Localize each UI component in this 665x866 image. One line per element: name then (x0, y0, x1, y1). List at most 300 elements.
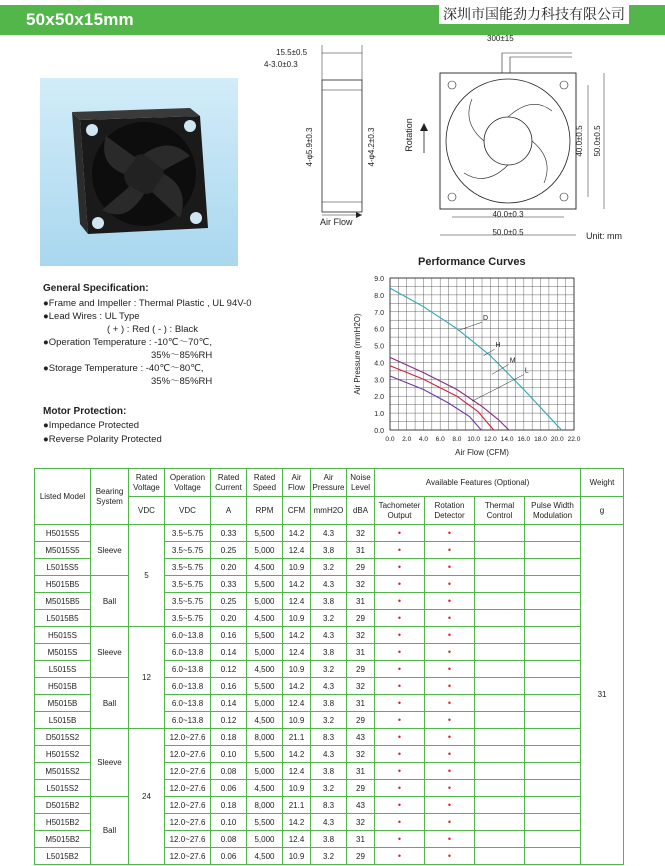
dim-frame-height: 50.0±0.5 (593, 125, 602, 157)
unit-label: Unit: mm (586, 231, 622, 241)
cell-current: 0.20 (211, 559, 247, 576)
th-operation-voltage: Operation Voltage (165, 469, 211, 497)
cell-pwm (525, 576, 581, 593)
cell-flow: 12.4 (283, 593, 311, 610)
cell-thermal-control (475, 593, 525, 610)
cell-thermal-control (475, 695, 525, 712)
cell-operation-voltage: 3.5~5.75 (165, 542, 211, 559)
series-line-D (390, 288, 562, 430)
cell-noise: 32 (347, 627, 375, 644)
cell-noise: 31 (347, 644, 375, 661)
cell-current: 0.08 (211, 763, 247, 780)
th-weight: Weight (581, 469, 624, 497)
cell-noise: 43 (347, 797, 375, 814)
spec-op-temp: ●Operation Temperature : -10℃～70℃, (43, 337, 212, 348)
cell-pwm (525, 780, 581, 797)
cell-rotation-detector: • (425, 763, 475, 780)
cell-operation-voltage: 6.0~13.8 (165, 712, 211, 729)
cell-speed: 5,000 (247, 644, 283, 661)
cell-operation-voltage: 6.0~13.8 (165, 627, 211, 644)
spec-lead: ●Lead Wires : UL Type (43, 311, 140, 322)
cell-tachometer: • (375, 593, 425, 610)
cell-current: 0.18 (211, 797, 247, 814)
cell-pressure: 4.3 (311, 814, 347, 831)
cell-current: 0.08 (211, 831, 247, 848)
cell-flow: 14.2 (283, 814, 311, 831)
cell-operation-voltage: 12.0~27.6 (165, 814, 211, 831)
cell-flow: 12.4 (283, 644, 311, 661)
cell-thermal-control (475, 525, 525, 542)
cell-model: D5015S2 (35, 729, 91, 746)
cell-noise: 32 (347, 746, 375, 763)
cell-rotation-detector: • (425, 627, 475, 644)
cell-speed: 5,000 (247, 763, 283, 780)
cell-tachometer: • (375, 695, 425, 712)
dim-hole-depth: 4-3.0±0.3 (264, 60, 298, 69)
cell-pwm (525, 746, 581, 763)
cell-rated-voltage: 12 (129, 627, 165, 729)
x-tick-label: 4.0 (418, 436, 429, 443)
cell-speed: 5,500 (247, 746, 283, 763)
cell-speed: 5,000 (247, 695, 283, 712)
cell-noise: 31 (347, 831, 375, 848)
cell-pressure: 3.8 (311, 644, 347, 661)
table-row (35, 525, 624, 542)
cell-model: L5015B2 (35, 848, 91, 865)
cell-rotation-detector: • (425, 525, 475, 542)
cell-tachometer: • (375, 559, 425, 576)
spec-st-temp-text: Storage Temperature : -40℃～80℃, (48, 363, 204, 374)
cell-thermal-control (475, 678, 525, 695)
table-row (35, 678, 624, 695)
cell-operation-voltage: 12.0~27.6 (165, 797, 211, 814)
cell-rotation-detector: • (425, 831, 475, 848)
cell-bearing: Ball (91, 678, 129, 729)
cell-model: M5015S2 (35, 763, 91, 780)
cell-flow: 10.9 (283, 780, 311, 797)
spec-title: General Specification: (43, 283, 149, 294)
cell-pwm (525, 695, 581, 712)
table-row (35, 729, 624, 746)
fan-image (40, 78, 238, 266)
table-row (35, 627, 624, 644)
cell-pwm (525, 661, 581, 678)
dim-depth: 15.5±0.5 (276, 48, 308, 57)
cell-pwm (525, 525, 581, 542)
cell-pressure: 3.8 (311, 831, 347, 848)
spec-op-rh: 35%～85%RH (151, 350, 213, 361)
cell-current: 0.12 (211, 712, 247, 729)
series-line-H (390, 357, 509, 430)
dimension-drawing (252, 25, 665, 250)
cell-thermal-control (475, 559, 525, 576)
cell-model: L5015B5 (35, 610, 91, 627)
cell-flow: 14.2 (283, 576, 311, 593)
cell-speed: 5,500 (247, 678, 283, 695)
x-tick-label: 2.0 (402, 436, 412, 443)
cell-speed: 4,500 (247, 610, 283, 627)
cell-current: 0.14 (211, 644, 247, 661)
y-tick-label: 5.0 (374, 343, 384, 351)
motor-protection (43, 405, 303, 447)
cell-operation-voltage: 12.0~27.6 (165, 763, 211, 780)
cell-bearing: Sleeve (91, 525, 129, 576)
cell-tachometer: • (375, 763, 425, 780)
cell-pressure: 3.2 (311, 780, 347, 797)
cell-noise: 29 (347, 559, 375, 576)
performance-title: Performance Curves (418, 256, 526, 268)
y-tick-label: 1.0 (374, 411, 384, 419)
cell-flow: 10.9 (283, 712, 311, 729)
cell-thermal-control (475, 831, 525, 848)
cell-model: H5015S2 (35, 746, 91, 763)
cell-tachometer: • (375, 746, 425, 763)
cell-rated-voltage: 24 (129, 729, 165, 865)
cell-pwm (525, 627, 581, 644)
cell-thermal-control (475, 644, 525, 661)
cell-operation-voltage: 6.0~13.8 (165, 644, 211, 661)
th-features: Available Features (Optional) (375, 469, 581, 497)
cell-pwm (525, 610, 581, 627)
cell-current: 0.25 (211, 542, 247, 559)
y-tick-label: 2.0 (374, 394, 384, 402)
th-rated-voltage: Rated Voltage (129, 469, 165, 497)
dim-hole-spacing-h: 40.0±0.3 (492, 210, 524, 219)
cell-model: D5015B2 (35, 797, 91, 814)
cell-tachometer: • (375, 576, 425, 593)
cell-rotation-detector: • (425, 729, 475, 746)
cell-tachometer: • (375, 525, 425, 542)
cell-operation-voltage: 12.0~27.6 (165, 746, 211, 763)
x-tick-label: 22.0 (567, 436, 581, 443)
cell-flow: 10.9 (283, 610, 311, 627)
cell-tachometer: • (375, 627, 425, 644)
cell-thermal-control (475, 576, 525, 593)
cell-model: L5015S5 (35, 559, 91, 576)
cell-operation-voltage: 3.5~5.75 (165, 559, 211, 576)
cell-model: H5015B (35, 678, 91, 695)
cell-model: H5015B2 (35, 814, 91, 831)
cell-current: 0.16 (211, 678, 247, 695)
x-tick-label: 20.0 (550, 436, 564, 443)
cell-speed: 5,000 (247, 831, 283, 848)
cell-speed: 5,500 (247, 627, 283, 644)
cell-tachometer: • (375, 729, 425, 746)
cell-speed: 5,500 (247, 576, 283, 593)
th-tachometer: Tachometer Output (375, 497, 425, 525)
cell-thermal-control (475, 797, 525, 814)
cell-current: 0.06 (211, 848, 247, 865)
fan-size-title: 50x50x15mm (26, 10, 134, 29)
x-tick-label: 16.0 (517, 436, 531, 443)
unit-rated-voltage: VDC (129, 497, 165, 525)
cell-flow: 14.2 (283, 627, 311, 644)
th-noise-level: Noise Level (347, 469, 375, 497)
th-rated-current: Rated Current (211, 469, 247, 497)
curve-leader-D (459, 322, 482, 330)
dim-hole-spacing-v: 40.0±0.5 (575, 125, 584, 157)
cell-model: M5015B5 (35, 593, 91, 610)
cell-bearing: Ball (91, 576, 129, 627)
cell-flow: 21.1 (283, 729, 311, 746)
cell-speed: 5,500 (247, 525, 283, 542)
cell-noise: 31 (347, 593, 375, 610)
cell-noise: 43 (347, 729, 375, 746)
dim-hole-inner: 4-φ4.2±0.3 (367, 127, 376, 167)
y-tick-label: 3.0 (374, 377, 384, 385)
cell-operation-voltage: 6.0~13.8 (165, 695, 211, 712)
cell-model: H5015S (35, 627, 91, 644)
cell-flow: 10.9 (283, 661, 311, 678)
cell-rotation-detector: • (425, 814, 475, 831)
cell-thermal-control (475, 763, 525, 780)
unit-flow: CFM (283, 497, 311, 525)
table-row (35, 797, 624, 814)
y-tick-label: 6.0 (374, 326, 384, 334)
x-tick-label: 8.0 (452, 436, 462, 443)
cell-rotation-detector: • (425, 576, 475, 593)
cell-noise: 29 (347, 780, 375, 797)
cell-tachometer: • (375, 780, 425, 797)
cell-speed: 4,500 (247, 559, 283, 576)
th-pwm: Pulse Width Modulation (525, 497, 581, 525)
cell-rated-voltage: 5 (129, 525, 165, 627)
cell-model: H5015B5 (35, 576, 91, 593)
cell-bearing: Sleeve (91, 729, 129, 797)
cell-tachometer: • (375, 678, 425, 695)
cell-thermal-control (475, 848, 525, 865)
dim-hole-outer: 4-φ5.9±0.3 (305, 127, 314, 167)
cell-current: 0.33 (211, 525, 247, 542)
cell-pressure: 3.8 (311, 695, 347, 712)
cell-speed: 4,500 (247, 848, 283, 865)
cell-flow: 10.9 (283, 848, 311, 865)
cell-pwm (525, 712, 581, 729)
cell-pwm (525, 559, 581, 576)
cell-current: 0.14 (211, 695, 247, 712)
dim-wire-length: 300±15 (487, 34, 514, 43)
curve-label-L: L (524, 367, 529, 375)
spec-st-rh: 35%～85%RH (151, 376, 213, 387)
cell-pressure: 4.3 (311, 627, 347, 644)
cell-pressure: 4.3 (311, 525, 347, 542)
cell-flow: 12.4 (283, 542, 311, 559)
cell-model: M5015S5 (35, 542, 91, 559)
unit-noise: dBA (347, 497, 375, 525)
cell-thermal-control (475, 729, 525, 746)
cell-model: M5015S (35, 644, 91, 661)
cell-noise: 32 (347, 814, 375, 831)
cell-noise: 31 (347, 542, 375, 559)
cell-model: L5015B (35, 712, 91, 729)
cell-pressure: 4.3 (311, 746, 347, 763)
cell-pressure: 3.8 (311, 542, 347, 559)
x-tick-label: 10.0 (467, 436, 481, 443)
motor-item-impedance: ●Impedance Protected (43, 420, 140, 431)
cell-operation-voltage: 12.0~27.6 (165, 729, 211, 746)
motor-item-impedance-text: Impedance Protected (48, 420, 140, 431)
th-rated-speed: Rated Speed (247, 469, 283, 497)
cell-thermal-control (475, 627, 525, 644)
series-line-L (390, 376, 481, 430)
cell-noise: 29 (347, 661, 375, 678)
cell-tachometer: • (375, 542, 425, 559)
company-name: 深圳市国能劲力科技有限公司 (439, 4, 629, 24)
cell-flow: 12.4 (283, 695, 311, 712)
cell-pressure: 3.2 (311, 559, 347, 576)
cell-rotation-detector: • (425, 661, 475, 678)
cell-pwm (525, 814, 581, 831)
cell-noise: 29 (347, 610, 375, 627)
cell-pressure: 8.3 (311, 729, 347, 746)
cell-bearing: Sleeve (91, 627, 129, 678)
cell-flow: 12.4 (283, 763, 311, 780)
cell-tachometer: • (375, 661, 425, 678)
spec-lead-colors: ( + ) : Red ( - ) : Black (107, 324, 199, 335)
curve-label-M: M (509, 357, 516, 365)
y-tick-label: 4.0 (374, 360, 384, 368)
cell-thermal-control (475, 542, 525, 559)
cell-current: 0.06 (211, 780, 247, 797)
cell-noise: 32 (347, 678, 375, 695)
cell-noise: 29 (347, 848, 375, 865)
cell-noise: 32 (347, 525, 375, 542)
curve-label-D: D (483, 315, 489, 323)
cell-thermal-control (475, 661, 525, 678)
th-air-pressure: Air Pressure (311, 469, 347, 497)
unit-weight: g (581, 497, 624, 525)
y-tick-label: 7.0 (374, 309, 384, 317)
cell-rotation-detector: • (425, 695, 475, 712)
dim-frame-width: 50.0±0.5 (492, 228, 524, 237)
performance-chart (348, 270, 588, 466)
motor-item-polarity-text: Reverse Polarity Protected (48, 434, 162, 445)
cell-operation-voltage: 3.5~5.75 (165, 525, 211, 542)
cell-rotation-detector: • (425, 559, 475, 576)
cell-pwm (525, 644, 581, 661)
cell-current: 0.12 (211, 661, 247, 678)
cell-noise: 29 (347, 712, 375, 729)
unit-operation-voltage: VDC (165, 497, 211, 525)
cell-speed: 8,000 (247, 729, 283, 746)
spec-table-body (35, 525, 624, 865)
cell-tachometer: • (375, 712, 425, 729)
cell-pressure: 3.8 (311, 593, 347, 610)
rotation-label: Rotation (404, 118, 414, 152)
cell-operation-voltage: 12.0~27.6 (165, 780, 211, 797)
cell-pressure: 4.3 (311, 576, 347, 593)
cell-pwm (525, 542, 581, 559)
cell-rotation-detector: • (425, 746, 475, 763)
y-tick-label: 0.0 (374, 428, 384, 435)
cell-flow: 14.2 (283, 678, 311, 695)
cell-noise: 31 (347, 695, 375, 712)
cell-weight: 31 (581, 525, 624, 865)
cell-rotation-detector: • (425, 848, 475, 865)
cell-speed: 5,500 (247, 814, 283, 831)
cell-tachometer: • (375, 644, 425, 661)
x-tick-label: 18.0 (534, 436, 547, 443)
cell-operation-voltage: 3.5~5.75 (165, 593, 211, 610)
cell-rotation-detector: • (425, 780, 475, 797)
cell-operation-voltage: 3.5~5.75 (165, 576, 211, 593)
cell-noise: 32 (347, 576, 375, 593)
cell-rotation-detector: • (425, 593, 475, 610)
th-rotation-detector: Rotation Detector (425, 497, 475, 525)
cell-speed: 4,500 (247, 712, 283, 729)
spec-lead-text: Lead Wires : UL Type (48, 311, 140, 322)
cell-model: L5015S2 (35, 780, 91, 797)
cell-current: 0.16 (211, 627, 247, 644)
cell-current: 0.20 (211, 610, 247, 627)
size-label-box (22, 8, 132, 32)
curve-label-H: H (495, 342, 501, 350)
cell-pressure: 4.3 (311, 678, 347, 695)
cell-thermal-control (475, 712, 525, 729)
cell-model: L5015S (35, 661, 91, 678)
spec-st-temp: ●Storage Temperature : -40℃～80℃, (43, 363, 204, 374)
spec-frame: ●Frame and Impeller : Thermal Plastic , UL 94V-0 (43, 298, 252, 309)
cell-flow: 14.2 (283, 746, 311, 763)
cell-current: 0.25 (211, 593, 247, 610)
technical-drawing (252, 25, 665, 250)
motor-title: Motor Protection: (43, 406, 127, 417)
cell-pressure: 8.3 (311, 797, 347, 814)
cell-model: M5015B2 (35, 831, 91, 848)
cell-flow: 21.1 (283, 797, 311, 814)
cell-pwm (525, 848, 581, 865)
cell-tachometer: • (375, 797, 425, 814)
y-tick-label: 8.0 (374, 292, 384, 300)
cell-pwm (525, 678, 581, 695)
cell-current: 0.10 (211, 814, 247, 831)
air-flow-label: Air Flow (320, 217, 353, 227)
th-model: Listed Model (35, 469, 91, 525)
cell-bearing: Ball (91, 797, 129, 865)
cell-flow: 12.4 (283, 831, 311, 848)
cell-operation-voltage: 12.0~27.6 (165, 831, 211, 848)
cell-rotation-detector: • (425, 712, 475, 729)
cell-pwm (525, 729, 581, 746)
spec-op-temp-text: Operation Temperature : -10℃～70℃, (48, 337, 212, 348)
cell-rotation-detector: • (425, 644, 475, 661)
motor-item-polarity: ●Reverse Polarity Protected (43, 434, 162, 445)
cell-tachometer: • (375, 814, 425, 831)
cell-flow: 14.2 (283, 525, 311, 542)
cell-operation-voltage: 3.5~5.75 (165, 610, 211, 627)
cell-thermal-control (475, 780, 525, 797)
cell-rotation-detector: • (425, 542, 475, 559)
cell-flow: 10.9 (283, 559, 311, 576)
y-tick-label: 9.0 (374, 276, 384, 283)
x-tick-label: 14.0 (500, 436, 514, 443)
x-axis-label: Air Flow (CFM) (455, 448, 509, 457)
cell-pwm (525, 593, 581, 610)
cell-pressure: 3.2 (311, 610, 347, 627)
cell-current: 0.10 (211, 746, 247, 763)
y-axis-label: Air Pressure (mmH2O) (353, 313, 362, 395)
cell-operation-voltage: 6.0~13.8 (165, 661, 211, 678)
cell-tachometer: • (375, 610, 425, 627)
th-bearing: Bearing System (91, 469, 129, 525)
cell-tachometer: • (375, 848, 425, 865)
cell-noise: 31 (347, 763, 375, 780)
cell-speed: 5,000 (247, 542, 283, 559)
cell-pressure: 3.2 (311, 712, 347, 729)
cell-pressure: 3.2 (311, 661, 347, 678)
cell-pwm (525, 831, 581, 848)
cell-model: M5015B (35, 695, 91, 712)
